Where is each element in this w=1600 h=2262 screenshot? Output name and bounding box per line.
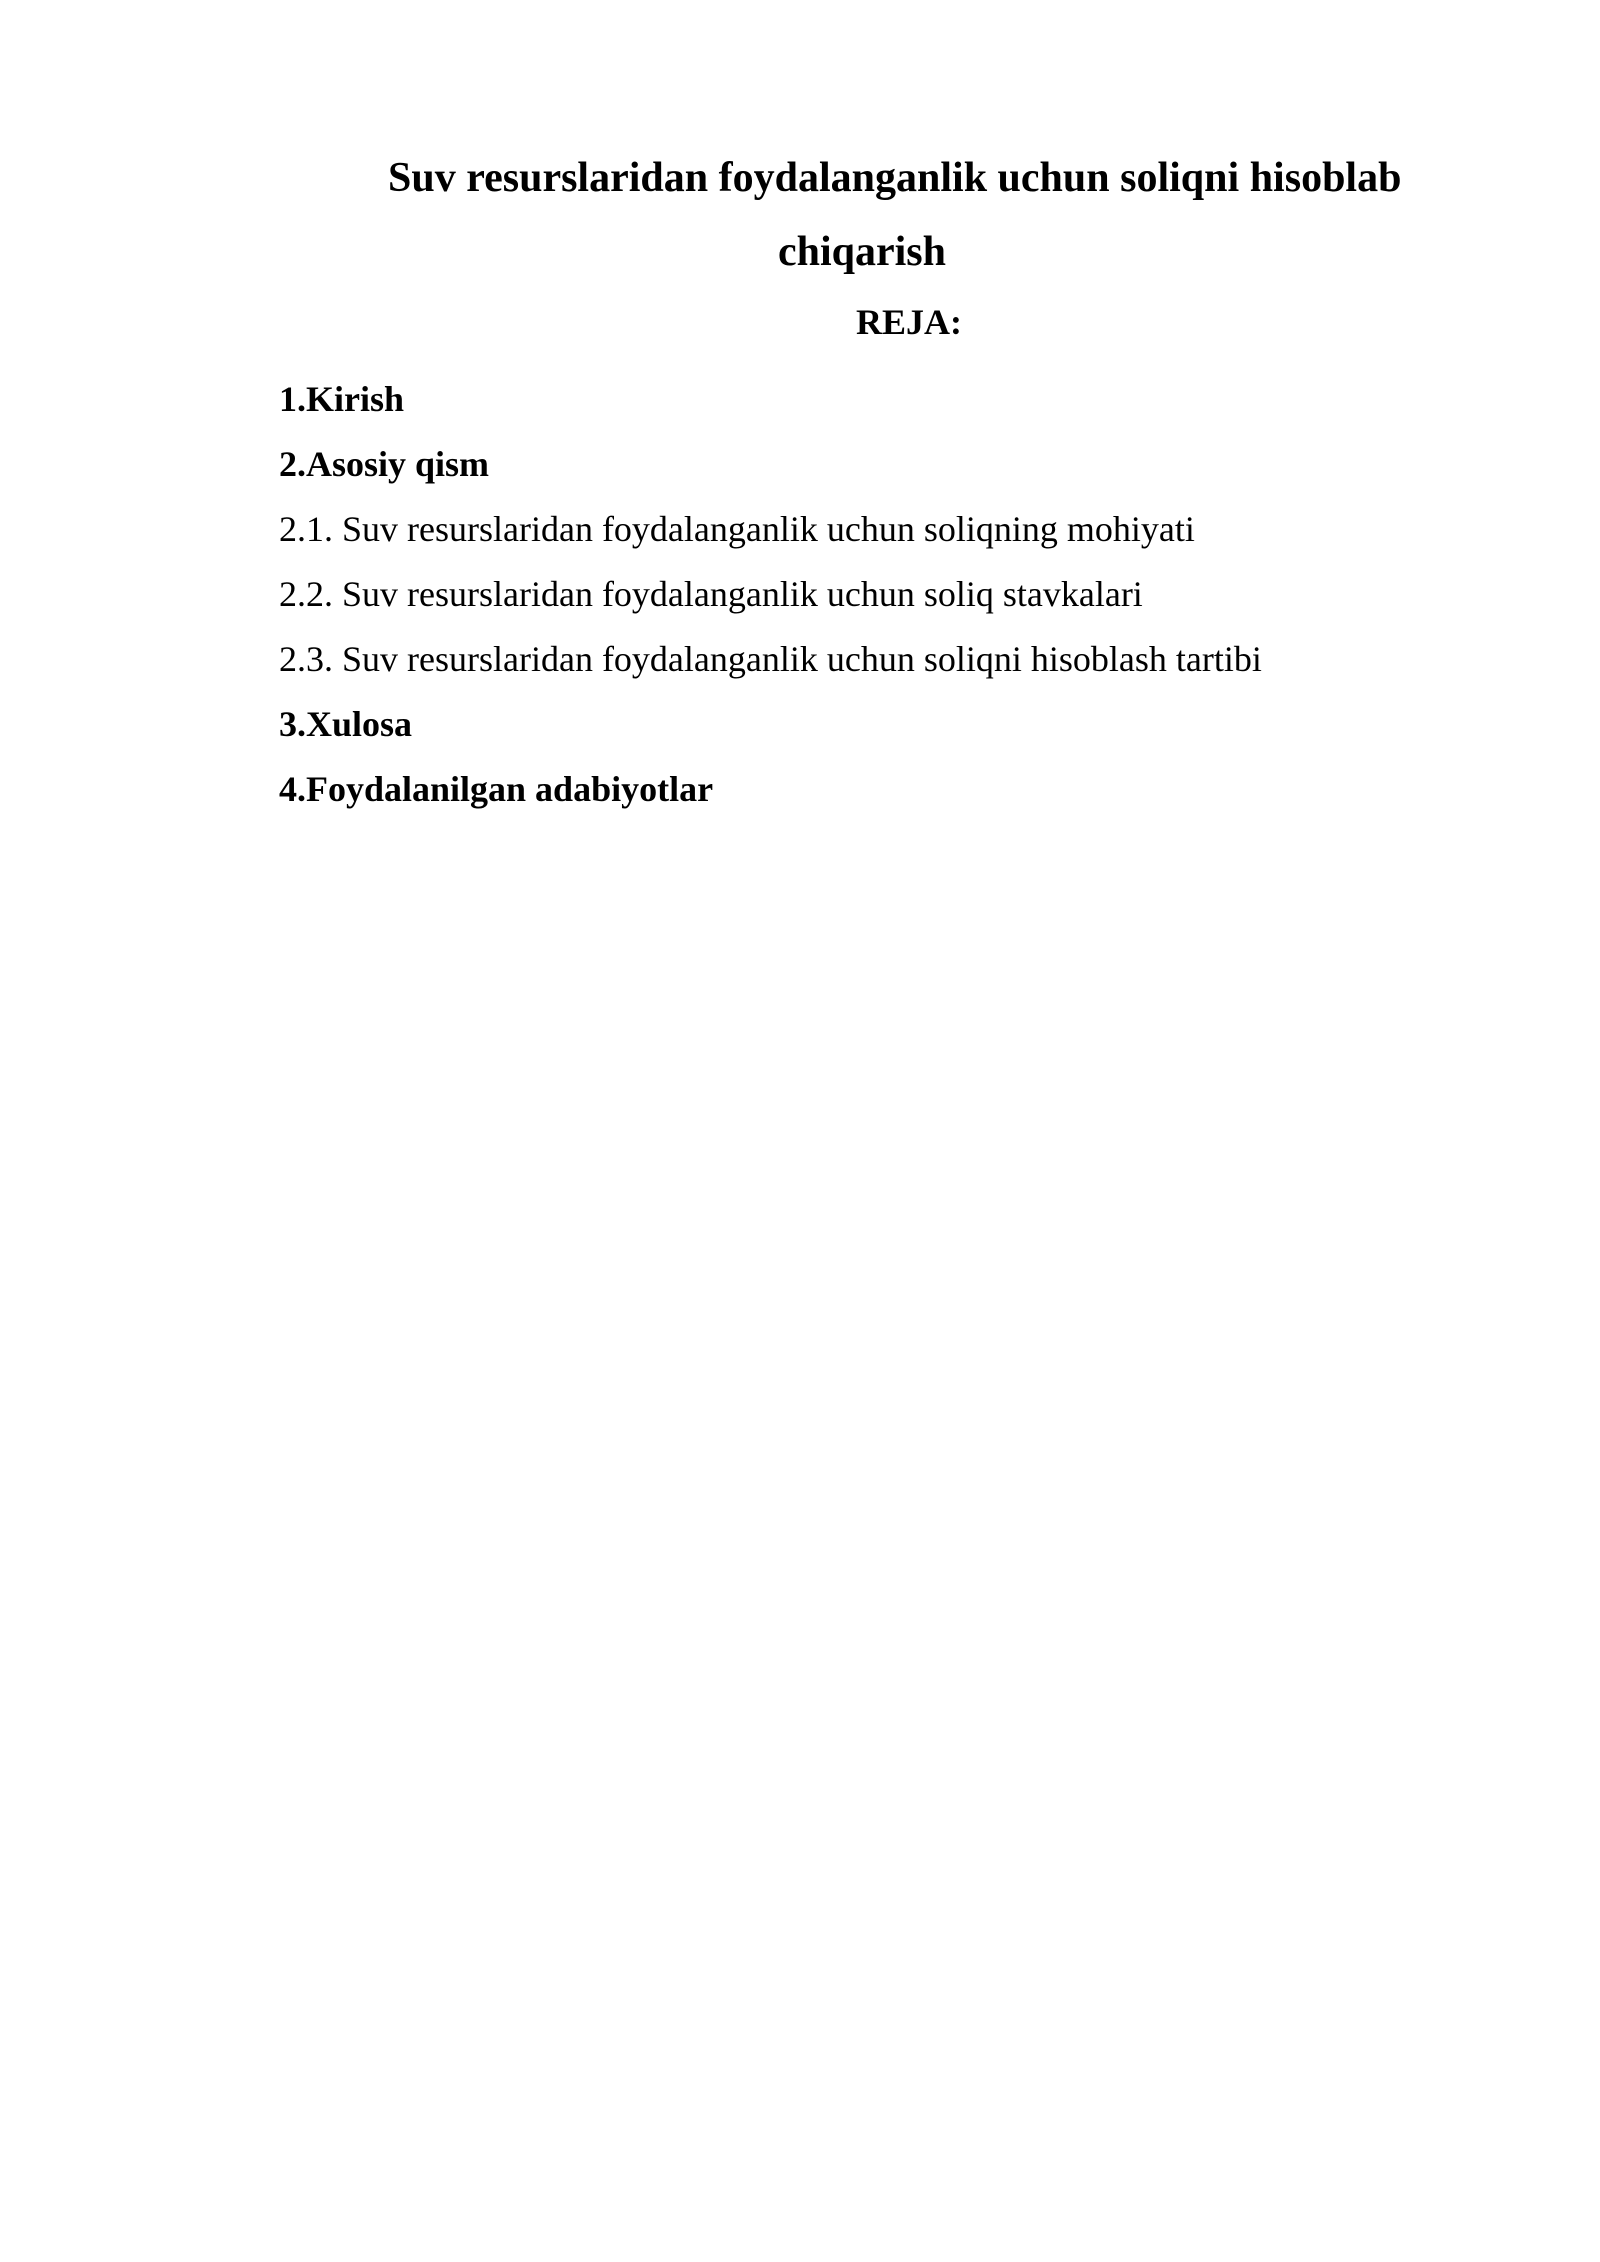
plan-item-asosiy-qism: 2.Asosiy qism: [279, 444, 490, 484]
document-title-line-2: chiqarish: [777, 229, 947, 275]
plan-item-2-3: 2.3. Suv resurslaridan foydalanganlik uchun soliqni hisoblash tartibi: [279, 639, 1262, 679]
plan-item-kirish: 1.Kirish: [279, 379, 405, 419]
document-title-line-1: Suv resurslaridan foydalanganlik uchun soliqni hisoblab: [388, 155, 1402, 201]
plan-heading: REJA:: [856, 302, 962, 342]
plan-item-adabiyotlar: 4.Foydalanilgan adabiyotlar: [279, 769, 714, 809]
plan-list: [279, 367, 1262, 822]
plan-item-2-2: 2.2. Suv resurslaridan foydalanganlik uchun soliq stavkalari: [279, 574, 1143, 614]
plan-item-xulosa: 3.Xulosa: [279, 704, 413, 744]
plan-item-2-1: 2.1. Suv resurslaridan foydalanganlik uchun soliqning mohiyati: [279, 509, 1195, 549]
